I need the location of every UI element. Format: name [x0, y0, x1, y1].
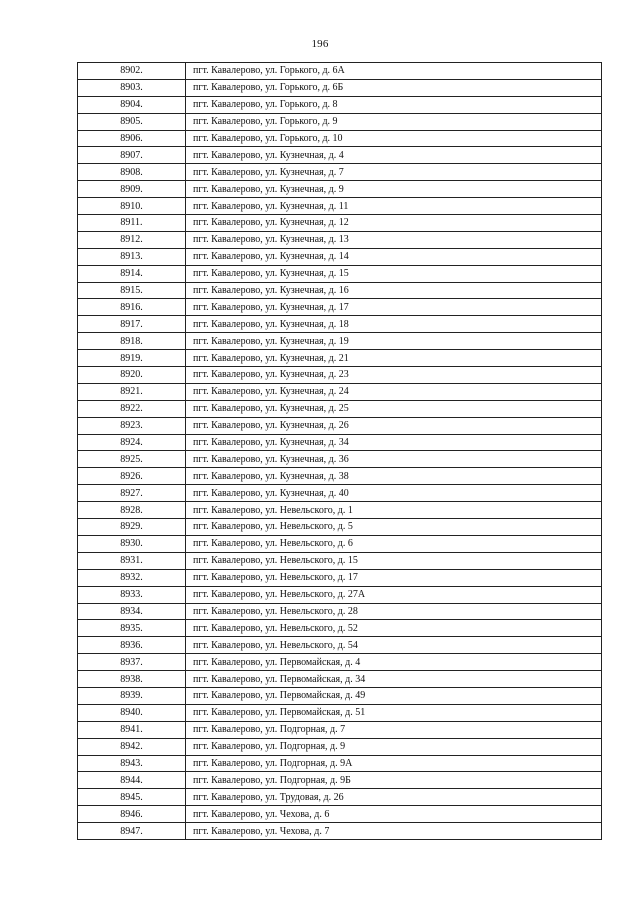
row-number-cell: 8939.	[78, 687, 186, 704]
row-number-cell: 8937.	[78, 654, 186, 671]
table-row	[78, 704, 602, 721]
page-number: 196	[311, 38, 329, 50]
address-cell: пгт. Кавалерово, ул. Кузнечная, д. 36	[186, 451, 602, 468]
address-cell: пгт. Кавалерово, ул. Кузнечная, д. 18	[186, 316, 602, 333]
row-number-cell: 8945.	[78, 789, 186, 806]
table-row	[78, 519, 602, 536]
table-row	[78, 603, 602, 620]
address-cell: пгт. Кавалерово, ул. Кузнечная, д. 21	[186, 350, 602, 367]
row-number-cell: 8905.	[78, 113, 186, 130]
row-number-cell: 8926.	[78, 468, 186, 485]
table-row	[78, 620, 602, 637]
table-row	[78, 417, 602, 434]
table-row	[78, 569, 602, 586]
table-row	[78, 248, 602, 265]
table-row	[78, 350, 602, 367]
row-number-cell: 8922.	[78, 400, 186, 417]
table-row	[78, 333, 602, 350]
row-number-cell: 8944.	[78, 772, 186, 789]
address-cell: пгт. Кавалерово, ул. Горького, д. 9	[186, 113, 602, 130]
table-row	[78, 96, 602, 113]
table-row	[78, 367, 602, 384]
row-number-cell: 8920.	[78, 367, 186, 384]
address-cell: пгт. Кавалерово, ул. Первомайская, д. 4	[186, 654, 602, 671]
table-row	[78, 181, 602, 198]
table-row	[78, 485, 602, 502]
table-row	[78, 434, 602, 451]
address-cell: пгт. Кавалерово, ул. Невельского, д. 28	[186, 603, 602, 620]
address-cell: пгт. Кавалерово, ул. Первомайская, д. 34	[186, 671, 602, 688]
address-cell: пгт. Кавалерово, ул. Подгорная, д. 9Б	[186, 772, 602, 789]
address-cell: пгт. Кавалерово, ул. Кузнечная, д. 38	[186, 468, 602, 485]
table-row	[78, 468, 602, 485]
table-row	[78, 400, 602, 417]
address-cell: пгт. Кавалерово, ул. Горького, д. 6Б	[186, 79, 602, 96]
table-row	[78, 265, 602, 282]
address-cell: пгт. Кавалерово, ул. Первомайская, д. 49	[186, 687, 602, 704]
address-cell: пгт. Кавалерово, ул. Кузнечная, д. 34	[186, 434, 602, 451]
table-row	[78, 738, 602, 755]
row-number-cell: 8924.	[78, 434, 186, 451]
table-row	[78, 654, 602, 671]
table-row	[78, 502, 602, 519]
address-cell: пгт. Кавалерово, ул. Кузнечная, д. 24	[186, 383, 602, 400]
row-number-cell: 8943.	[78, 755, 186, 772]
address-cell: пгт. Кавалерово, ул. Первомайская, д. 51	[186, 704, 602, 721]
row-number-cell: 8913.	[78, 248, 186, 265]
row-number-cell: 8927.	[78, 485, 186, 502]
row-number-cell: 8910.	[78, 198, 186, 215]
table-row	[78, 147, 602, 164]
address-cell: пгт. Кавалерово, ул. Трудовая, д. 26	[186, 789, 602, 806]
address-cell: пгт. Кавалерово, ул. Кузнечная, д. 7	[186, 164, 602, 181]
row-number-cell: 8912.	[78, 231, 186, 248]
row-number-cell: 8904.	[78, 96, 186, 113]
address-cell: пгт. Кавалерово, ул. Кузнечная, д. 13	[186, 231, 602, 248]
table-row	[78, 215, 602, 232]
table-row	[78, 130, 602, 147]
address-cell: пгт. Кавалерово, ул. Чехова, д. 7	[186, 823, 602, 840]
table-row	[78, 721, 602, 738]
table-row	[78, 164, 602, 181]
table-row	[78, 671, 602, 688]
table-row	[78, 637, 602, 654]
address-cell: пгт. Кавалерово, ул. Кузнечная, д. 40	[186, 485, 602, 502]
table-row	[78, 282, 602, 299]
row-number-cell: 8908.	[78, 164, 186, 181]
row-number-cell: 8942.	[78, 738, 186, 755]
table-row	[78, 789, 602, 806]
address-cell: пгт. Кавалерово, ул. Невельского, д. 17	[186, 569, 602, 586]
address-cell: пгт. Кавалерово, ул. Невельского, д. 15	[186, 552, 602, 569]
table-row	[78, 231, 602, 248]
row-number-cell: 8911.	[78, 215, 186, 232]
row-number-cell: 8916.	[78, 299, 186, 316]
table-row	[78, 113, 602, 130]
row-number-cell: 8921.	[78, 383, 186, 400]
row-number-cell: 8902.	[78, 63, 186, 80]
row-number-cell: 8934.	[78, 603, 186, 620]
row-number-cell: 8918.	[78, 333, 186, 350]
row-number-cell: 8929.	[78, 519, 186, 536]
address-cell: пгт. Кавалерово, ул. Кузнечная, д. 12	[186, 215, 602, 232]
table-row	[78, 806, 602, 823]
table-row	[78, 823, 602, 840]
address-cell: пгт. Кавалерово, ул. Невельского, д. 5	[186, 519, 602, 536]
address-cell: пгт. Кавалерово, ул. Кузнечная, д. 9	[186, 181, 602, 198]
row-number-cell: 8932.	[78, 569, 186, 586]
address-cell: пгт. Кавалерово, ул. Кузнечная, д. 17	[186, 299, 602, 316]
table-row	[78, 535, 602, 552]
table-row	[78, 63, 602, 80]
table-row	[78, 383, 602, 400]
row-number-cell: 8907.	[78, 147, 186, 164]
row-number-cell: 8933.	[78, 586, 186, 603]
row-number-cell: 8941.	[78, 721, 186, 738]
row-number-cell: 8931.	[78, 552, 186, 569]
row-number-cell: 8906.	[78, 130, 186, 147]
address-cell: пгт. Кавалерово, ул. Кузнечная, д. 14	[186, 248, 602, 265]
row-number-cell: 8930.	[78, 535, 186, 552]
address-cell: пгт. Кавалерово, ул. Горького, д. 6А	[186, 63, 602, 80]
address-table-body	[78, 63, 602, 840]
table-row	[78, 451, 602, 468]
row-number-cell: 8940.	[78, 704, 186, 721]
address-cell: пгт. Кавалерово, ул. Невельского, д. 1	[186, 502, 602, 519]
table-row	[78, 552, 602, 569]
address-cell: пгт. Кавалерово, ул. Кузнечная, д. 25	[186, 400, 602, 417]
address-cell: пгт. Кавалерово, ул. Чехова, д. 6	[186, 806, 602, 823]
address-cell: пгт. Кавалерово, ул. Подгорная, д. 7	[186, 721, 602, 738]
address-cell: пгт. Кавалерово, ул. Невельского, д. 6	[186, 535, 602, 552]
table-row	[78, 772, 602, 789]
address-cell: пгт. Кавалерово, ул. Кузнечная, д. 16	[186, 282, 602, 299]
address-cell: пгт. Кавалерово, ул. Кузнечная, д. 23	[186, 367, 602, 384]
row-number-cell: 8909.	[78, 181, 186, 198]
address-cell: пгт. Кавалерово, ул. Горького, д. 10	[186, 130, 602, 147]
row-number-cell: 8928.	[78, 502, 186, 519]
table-row	[78, 79, 602, 96]
row-number-cell: 8915.	[78, 282, 186, 299]
row-number-cell: 8935.	[78, 620, 186, 637]
address-cell: пгт. Кавалерово, ул. Кузнечная, д. 26	[186, 417, 602, 434]
address-cell: пгт. Кавалерово, ул. Подгорная, д. 9А	[186, 755, 602, 772]
address-table	[77, 62, 602, 840]
table-row	[78, 687, 602, 704]
address-cell: пгт. Кавалерово, ул. Кузнечная, д. 4	[186, 147, 602, 164]
address-cell: пгт. Кавалерово, ул. Невельского, д. 54	[186, 637, 602, 654]
row-number-cell: 8946.	[78, 806, 186, 823]
table-row	[78, 198, 602, 215]
table-row	[78, 755, 602, 772]
row-number-cell: 8925.	[78, 451, 186, 468]
row-number-cell: 8947.	[78, 823, 186, 840]
row-number-cell: 8917.	[78, 316, 186, 333]
row-number-cell: 8903.	[78, 79, 186, 96]
row-number-cell: 8914.	[78, 265, 186, 282]
address-cell: пгт. Кавалерово, ул. Кузнечная, д. 15	[186, 265, 602, 282]
row-number-cell: 8919.	[78, 350, 186, 367]
row-number-cell: 8936.	[78, 637, 186, 654]
row-number-cell: 8923.	[78, 417, 186, 434]
address-cell: пгт. Кавалерово, ул. Невельского, д. 27А	[186, 586, 602, 603]
address-cell: пгт. Кавалерово, ул. Подгорная, д. 9	[186, 738, 602, 755]
address-cell: пгт. Кавалерово, ул. Невельского, д. 52	[186, 620, 602, 637]
table-row	[78, 316, 602, 333]
row-number-cell: 8938.	[78, 671, 186, 688]
table-row	[78, 586, 602, 603]
table-row	[78, 299, 602, 316]
address-cell: пгт. Кавалерово, ул. Кузнечная, д. 19	[186, 333, 602, 350]
address-cell: пгт. Кавалерово, ул. Горького, д. 8	[186, 96, 602, 113]
address-cell: пгт. Кавалерово, ул. Кузнечная, д. 11	[186, 198, 602, 215]
